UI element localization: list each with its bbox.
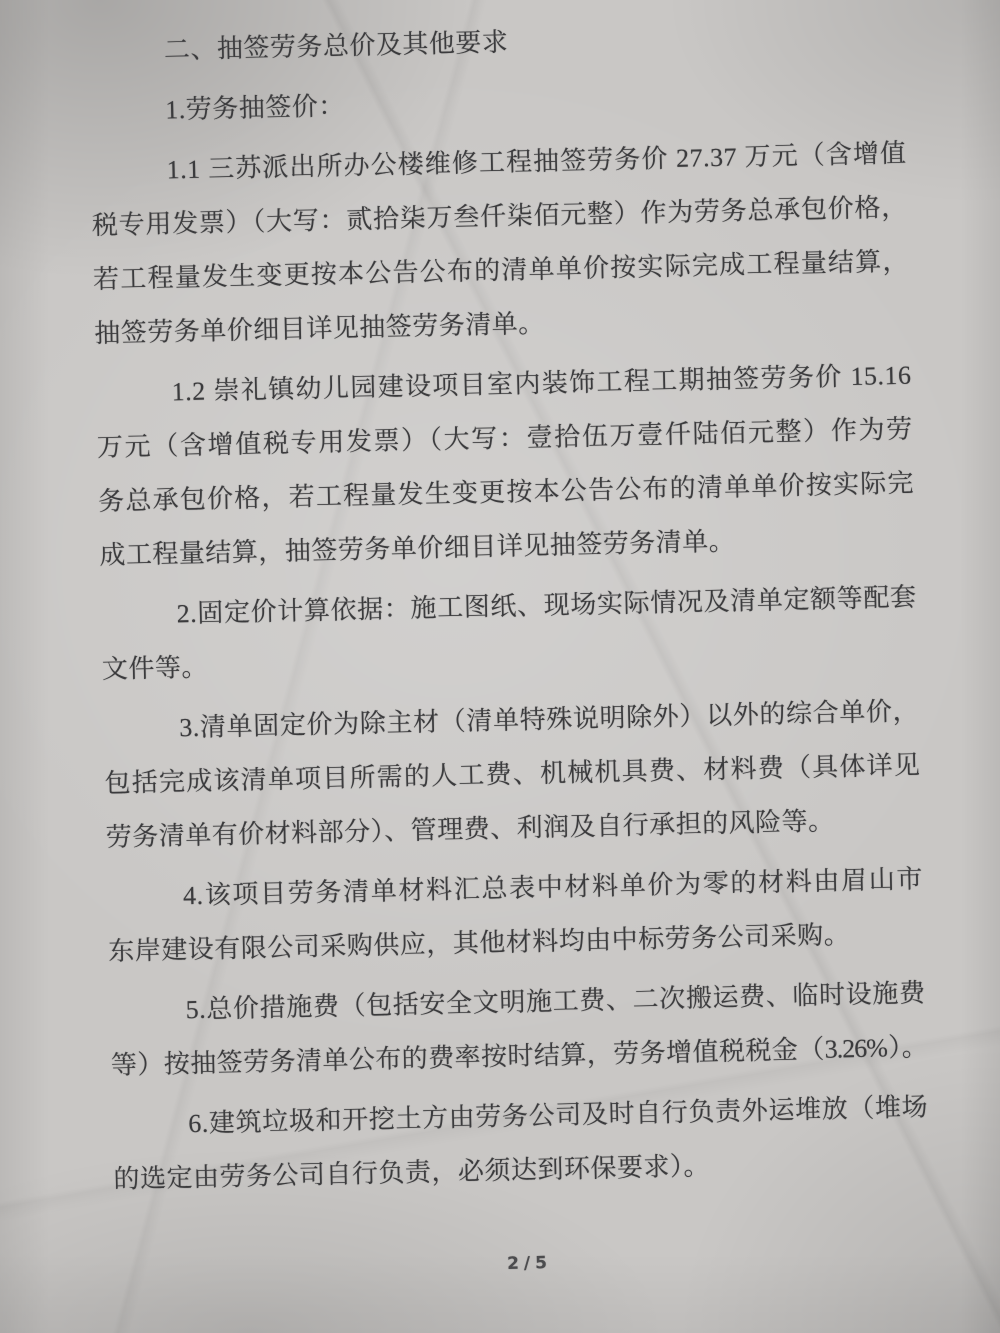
text-line: 若工程量发生变更按本公告公布的清单单价按实际完成工程量结算， [92,246,910,295]
text-line: 抽签劳务单价细目详见抽签劳务清单。 [94,308,546,349]
text-line: 6.建筑垃圾和开挖土方由劳务公司及时自行负责外运堆放（堆场 [187,1092,929,1139]
text-line: 5.总价措施费（包括安全文明施工费、二次搬运费、临时设施费 [185,978,926,1025]
text-line: 4.该项目劳务清单材料汇总表中材料单价为零的材料由眉山市 [182,864,924,911]
text-line: 1.2 崇礼镇幼儿园建设项目室内装饰工程工期抽签劳务价 15.16 [171,360,912,407]
text-line: 税专用发票）（大写：贰拾柒万叁仟柒佰元整）作为劳务总承包价格， [91,192,909,241]
paragraph [95,349,916,583]
text-line: 包括完成该清单项目所需的人工费、机械机具费、材料费（具体详见 [104,750,921,798]
section-heading: 二、抽签劳务总价及其他要求 [163,27,509,65]
paragraph [107,852,925,978]
text-line: 劳务清单有价材料部分）、管理费、利润及自行承担的风险等。 [105,806,835,852]
text-line: 的选定由劳务公司自行负责，必须达到环保要求）。 [113,1151,711,1194]
text-line: 3.清单固定价为除主材（清单特殊说明除外）以外的综合单价， [178,696,920,743]
text-line: 万元（含增值税专用发票）（大写：壹拾伍万壹仟陆佰元整）作为劳 [96,414,914,463]
paragraph [100,571,918,697]
paragraph [90,127,911,361]
text-line: 1.劳务抽签价： [164,91,346,125]
text-line: 等）按抽签劳务清单公布的费率按时结算，劳务增值税税金（3.26%）。 [110,1032,928,1080]
text-line: 2.固定价计算依据：施工图纸、现场实际情况及清单定额等配套 [176,582,917,629]
text-line: 务总承包价格，若工程量发生变更按本公告公布的清单单价按实际完 [97,468,915,517]
text-line: 文件等。 [101,652,209,685]
paragraph [103,685,922,865]
paragraph [112,1080,930,1206]
document-body [87,7,930,1207]
paragraph [89,67,906,139]
paragraph [109,966,927,1092]
page-number: 2/5 [506,1252,553,1274]
text-line: 1.1 三苏派出所办公楼维修工程抽签劳务价 27.37 万元（含增值 [166,138,907,185]
text-line: 东岸建设有限公司采购供应，其他材料均由中标劳务公司采购。 [108,920,851,966]
text-line: 成工程量结算，抽签劳务单价细目详见抽签劳务清单。 [99,526,736,571]
